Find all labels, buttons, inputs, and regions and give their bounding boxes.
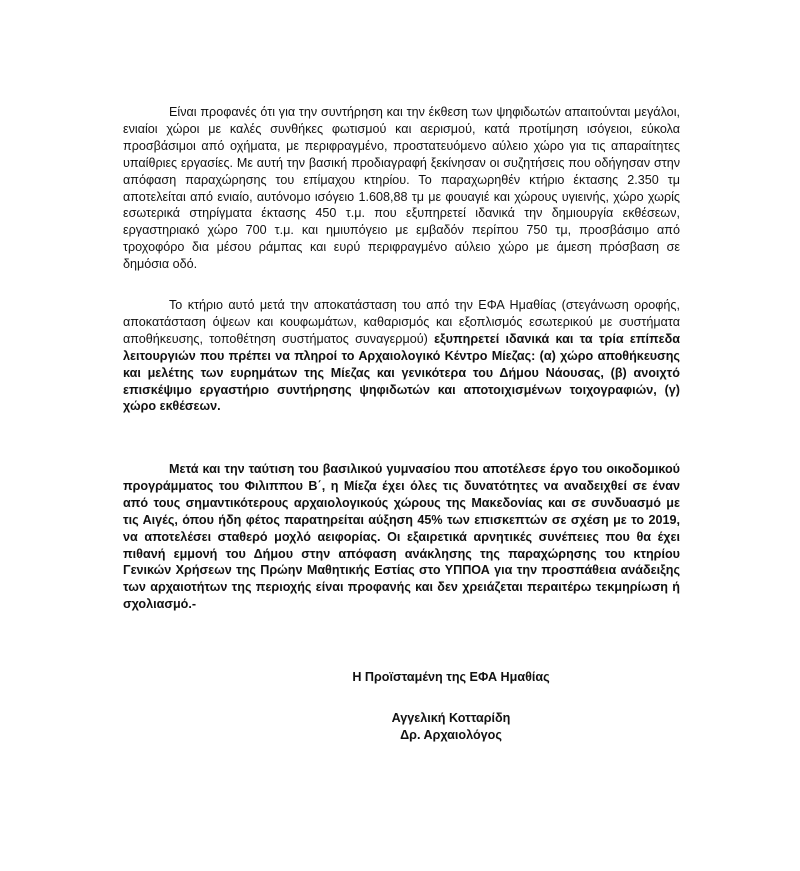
signature-name: Αγγελική Κοτταρίδη xyxy=(391,711,511,725)
paragraph-2-plain-text: Το κτήριο αυτό μετά την αποκατάσταση του από την ΕΦΑ Ημαθίας (στεγάνωση οροφής, αποκατάσταση όψεων και κουφωμάτων, καθαρισμός και εξοπλισμός εσωτερικού με συστήματα αποθήκευσης, τοποθέτηση συστήματος συναγερμού) xyxy=(123,298,680,346)
paragraph-1-text: Είναι προφανές ότι για την συντήρηση και την έκθεση των ψηφιδωτών απαιτούνται μεγάλοι, ενιαίοι χώροι με καλές συνθήκες φωτισμού και αερισμού, κατά προτίμηση ισόγειοι, εύκολα προσβάσιμοι από οχήματα, με περιφραγμένο, προστατευόμενο αύλειο χώρο για τις απαραίτητες υπαίθριες εργασίες. Με αυτή την βασική προδιαγραφή ξεκίνησαν οι συζητήσεις που οδήγησαν στην απόφαση παραχώρησης του επίμαχου κτηρίου. Το παραχωρηθέν κτήριο έκτασης 2.350 τμ αποτελείται από ενιαίο, αυτόνομο ισόγειο 1.608,88 τμ με φουαγιέ και χώρους υγιεινής, χώρο χωρίς εσωτερικά στηρίγματα έκτασης 450 τ.μ. που εξυπηρετεί ιδανικά την δημιουργία εκθέσεων, εργαστηριακό χώρο 700 τ.μ. και ημιυπόγειο με εμβαδόν περίπου 750 τμ, προσβάσιμο από τροχοφόρο δια μέσου ράμπας και ευρύ περιφραγμένο αύλειο χώρο με άμεση πρόσβαση σε δημόσια οδό. xyxy=(123,105,680,272)
paragraph-2 xyxy=(123,297,680,415)
signature-block xyxy=(296,710,606,744)
paragraph-1 xyxy=(123,104,680,273)
paragraph-2-bold-text: εξυπηρετεί ιδανικά και τα τρία επίπεδα λειτουργιών που πρέπει να πληροί το Αρχαιολογικό Κέντρο Μίεζας: (α) χώρο αποθήκευσης και μελέτης των ευρημάτων της Μίεζας και γενικότερα του Δήμου Νάουσας, (β) ανοιχτό επισκέψιμο εργαστήριο συντήρησης ψηφιδωτών και αποτοιχισμένων τοιχογραφιών, (γ) χώρο εκθέσεων. xyxy=(123,331,680,414)
paragraph-3-text: Μετά και την ταύτιση του βασιλικού γυμνασίου που αποτέλεσε έργο του οικοδομικού προγράμματος του Φιλιππου Β΄, η Μίεζα έχει όλες τις δυνατότητες να αναδειχθεί σε έναν από τους σημαντικότερους αρχαιολογικούς χώρους της Μακεδονίας και σε συνδυασμό με τις Αιγές, όπου ήδη φέτος παρατηρείται αύξηση 45% των επισκεπτών σε σχέση με το 2019, να αποτελέσει σταθερό μοχλό αειφορίας. Οι εξαιρετικά αρνητικές συνέπειες που θα έχει πιθανή εμμονή του Δήμου στην απόφαση ανάκλησης της παραχώρησης του κτηρίου Γενικών Χρήσεων της Πρώην Μαθητικής Εστίας στο ΥΠΠΟΑ για την προσπάθεια ανάδειξης των αρχαιοτήτων της περιοχής είναι προφανής και δεν χρειάζεται περαιτέρω τεκμηρίωση ή σχολιασμό.- xyxy=(123,462,680,612)
signature-role: Η Προϊσταμένη της ΕΦΑ Ημαθίας xyxy=(352,670,550,684)
paragraph-3 xyxy=(123,461,680,613)
signature-title: Δρ. Αρχαιολόγος xyxy=(400,728,502,742)
